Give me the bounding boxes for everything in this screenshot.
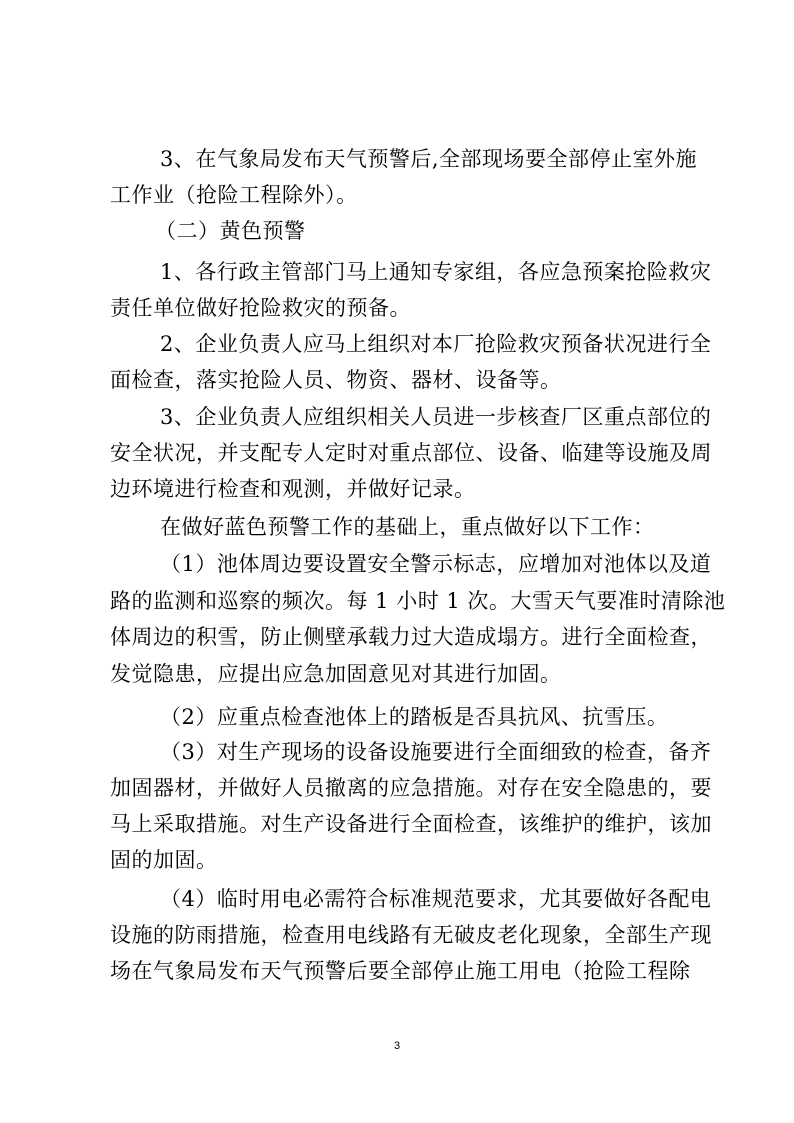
paragraph-line: （2）应重点检查池体上的踏板是否具抗风、抗雪压。 (160, 705, 669, 729)
paragraph-line: 场在气象局发布天气预警后要全部停止施工用电（抢险工程除 (110, 959, 691, 983)
paragraph-line: 路的监测和巡察的频次。每 1 小时 1 次。大雪天气要准时清除池 (110, 589, 726, 613)
paragraph-line: 固的加固。 (110, 848, 218, 872)
paragraph-line: （4）临时用电必需符合标准规范要求，尤其要做好各配电 (160, 887, 712, 911)
paragraph-line: 发觉隐患，应提出应急加固意见对其进行加固。 (110, 662, 562, 686)
page-number: 3 (393, 1040, 401, 1052)
paragraph-line: 边环境进行检查和观测，并做好记录。 (110, 477, 476, 501)
paragraph-line: 工作业（抢险工程除外）。 (110, 183, 358, 207)
paragraph-line: 体周边的积雪，防止侧壁承载力过大造成塌方。进行全面检查， (110, 625, 712, 649)
paragraph-line: 3、企业负责人应组织相关人员进一步核查厂区重点部位的 (160, 405, 712, 429)
paragraph-line: 在做好蓝色预警工作的基础上，重点做好以下工作： (160, 515, 655, 539)
paragraph-line: 加固器材，并做好人员撤离的应急措施。对存在安全隐患的，要 (110, 776, 712, 800)
paragraph-line: 马上采取措施。对生产设备进行全面检查，该维护的维护，该加 (110, 812, 712, 836)
paragraph-line: 面检查，落实抢险人员、物资、器材、设备等。 (110, 368, 562, 392)
paragraph-line: 2、企业负责人应马上组织对本厂抢险救灾预备状况进行全 (160, 332, 712, 356)
paragraph-line: （1）池体周边要设置安全警示标志，应增加对池体以及道 (160, 552, 712, 576)
paragraph-line: 设施的防雨措施，检查用电线路有无破皮老化现象，全部生产现 (110, 923, 712, 947)
paragraph-line: 3、在气象局发布天气预警后,全部现场要全部停止室外施 (160, 147, 698, 171)
paragraph-line: 1、各行政主管部门马上通知专家组，各应急预案抢险救灾 (160, 260, 712, 284)
paragraph-line: 责任单位做好抢险救灾的预备。 (110, 296, 411, 320)
section-heading: （二）黄色预警 (155, 219, 306, 243)
paragraph-line: （3）对生产现场的设备设施要进行全面细致的检查，备齐 (160, 740, 712, 764)
paragraph-line: 安全状况，并支配专人定时对重点部位、设备、临建等设施及周 (110, 441, 712, 465)
